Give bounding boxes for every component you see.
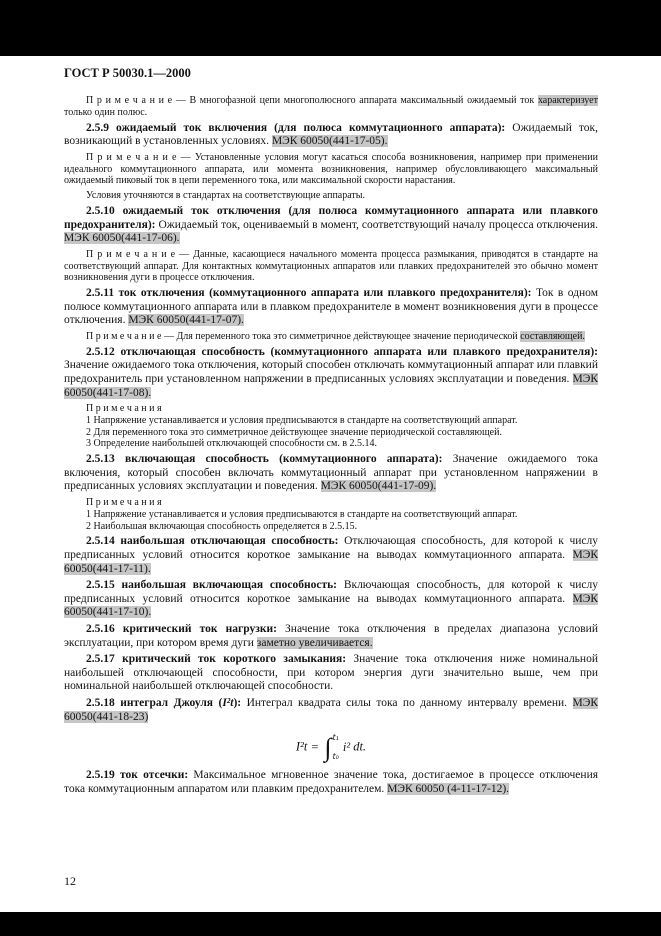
text-segment: 1 Напряжение устанавливается и условия предписываются в стандарте на соответствующий аппарат. [86,414,518,426]
text-segment: П р и м е ч а н и я [86,497,162,509]
term-bold: 2.5.12 отключающая способность (коммутационного аппарата или плавкого предохранителя): [86,345,598,358]
term-bold: 2.5.13 включающая способность (коммутационного аппарата): [86,453,453,466]
scan-artifact-bottom-bar [0,912,661,936]
text-segment: Максимальное мгновенное значение тока, достигаемое в процессе отключения тока коммутационным аппаратом или плавким предохранителем. [64,769,599,795]
definition-paragraph [64,453,598,494]
highlighted-text: МЭК 60050(441-17-07). [128,314,244,327]
joule-integral-formula [64,734,598,761]
note-paragraph [64,249,598,284]
text-segment: Значение ожидаемого тока отключения, который способен отключать коммутационный аппарат или плавкий предохранитель при установленном напряжении в предписанных условиях эксплуатации и поведения. [64,359,598,385]
definition-paragraph [64,122,598,149]
integrand: i² [342,739,351,754]
note-item [64,415,598,427]
definition-paragraph [64,579,598,620]
definition-paragraph [64,697,598,724]
highlighted-text: МЭК 60050(441-17-09). [320,480,437,493]
text-segment: П р и м е ч а н и я [86,403,162,415]
text-segment: П р и м е ч а н и е — Данные, касающиеся начального момента процесса размыкания, приводятся в стандарте на соответствующий аппарат. Для контактных коммутационных аппаратов или плавких предохранителей это обычно момент возникновения дуги в процессе отключения. [64,248,598,284]
text-segment: Отключающая способность, для которой к числу предписанных условий относится короткое замыкание на выводах коммутационного аппарата. [64,535,599,562]
equals-sign: = [311,739,319,754]
text-segment: Ожидаемый ток, возникающий в установленных условиях. [64,121,598,148]
text-segment: Ток в одном полюсе коммутационного аппарата или в плавком предохранителе в момент возникновения дуги в процессе отключения. [64,287,598,327]
text-segment: Интеграл квадрата силы тока по данному интервалу времени. [246,696,573,709]
definition-paragraph [64,287,598,328]
integral-limits [333,734,339,761]
text-segment: П р и м е ч а н и е — Установленные условия могут касаться способа возникновения, например при применении идеального коммутационного аппарата, или момента возникновения, например обусловливающего максимальный ожидаемый пиковый ток в цепи переменного тока, или максимальной скорости нарастания. [64,151,598,187]
text-segment: 2 Для переменного тока это симметричное действующее значение периодической составляющей. [86,426,502,438]
text-segment: 1 Напряжение устанавливается и условия предписываются в стандарте на соответствующий аппарат. [86,508,518,520]
text-segment: П р и м е ч а н и е — Для переменного тока это симметричное действующее значение периодической [86,330,521,342]
text-segment: Значение тока отключения ниже номинальной наибольшей отключающей способности, при котором энергия дуги значительно выше, чем при номинальной наибольшей отключающей способности. [64,653,598,693]
definition-paragraph [64,346,598,400]
note-item [64,427,598,439]
highlighted-text: МЭК 60050(441-17-06). [64,232,180,245]
document-header: ГОСТ Р 50030.1—2000 [64,66,191,80]
highlighted-text: МЭК 60050 (4-11-17-12). [387,782,510,795]
integral-group [324,734,338,761]
term-bold: 2.5.11 ток отключения (коммутационного аппарата или плавкого предохранителя): [86,287,536,300]
note-item [64,521,598,533]
note-paragraph [64,331,598,343]
formula-lhs: I²t [295,739,308,754]
highlighted-text: МЭК 60050(441-18-23) [64,696,598,723]
page-number: 12 [64,874,76,888]
term-bold: 2.5.17 критический ток короткого замыкания: [86,653,354,666]
term-bold: 2.5.16 критический ток нагрузки: [86,623,286,636]
term-bold: 2.5.9 ожидаемый ток включения (для полюса коммутационного аппарата): [86,121,513,134]
note-item [64,438,598,450]
term-bold: I²t [222,696,234,709]
page-content [64,66,598,796]
note-item [64,509,598,521]
lower-limit: t₀ [332,752,339,762]
highlighted-text: характеризует [537,95,598,106]
term-bold: 2.5.10 ожидаемый ток отключения (для полюса коммутационного аппарата или плавкого предохранителя): [64,204,598,231]
text-segment: 3 Определение наибольшей отключающей способности см. в 2.5.14. [86,438,378,450]
text-segment: Значение ожидаемого тока включения, который способен включать коммутационный аппарат при установленном напряжении в предписанных условиях эксплуатации и поведения. [64,453,598,493]
definition-paragraph [64,769,598,796]
upper-limit: t₁ [332,733,339,743]
term-bold: 2.5.14 наибольшая отключающая способность: [86,535,345,548]
term-bold: 2.5.19 ток отсечки: [86,769,194,782]
differential: dt. [350,739,367,754]
definition-paragraph [64,653,598,694]
definition-paragraph [64,205,598,246]
notes-header [64,403,598,415]
note-paragraph [64,95,598,119]
definition-paragraph [64,535,598,576]
definition-paragraph [64,623,598,650]
highlighted-text: МЭК 60050(441-17-11). [64,549,598,575]
highlighted-text: заметно увеличивается. [256,636,373,649]
text-segment: только один полюс. [64,106,148,118]
note-paragraph [64,190,598,202]
term-bold: 2.5.18 интеграл Джоуля ( [86,696,223,709]
highlighted-text: составляющей. [520,330,585,342]
text-segment: Ожидаемый ток, оцениваемый в момент, соответствующий началу процесса отключения. [158,218,598,231]
text-segment: Значение тока отключения в пределах диапазона условий эксплуатации, при котором время дуги [64,623,598,649]
highlighted-text: МЭК 60050(441-17-08). [64,372,598,399]
highlighted-text: МЭК 60050(441-17-10). [64,592,598,619]
document-body [64,95,598,796]
text-segment: П р и м е ч а н и е — В многофазной цепи многополюсного аппарата максимальный ожидаемый ток [86,95,538,106]
text-segment: Включающая способность, для которой к числу предписанных условий относится короткое замыкание на выводах коммутационного аппарата. [64,579,598,605]
text-segment: 2 Наибольшая включающая способность определяется в 2.5.15. [86,520,358,532]
highlighted-text: МЭК 60050(441-17-05). [271,135,388,148]
term-bold: 2.5.15 наибольшая включающая способность: [86,579,344,592]
text-segment: Условия уточняются в стандартах на соответствующие аппараты. [86,190,366,202]
scan-artifact-top-bar [0,0,661,56]
note-paragraph [64,152,598,187]
term-bold: ): [233,696,247,709]
notes-header [64,497,598,509]
integral-sign: ∫ [324,732,332,762]
